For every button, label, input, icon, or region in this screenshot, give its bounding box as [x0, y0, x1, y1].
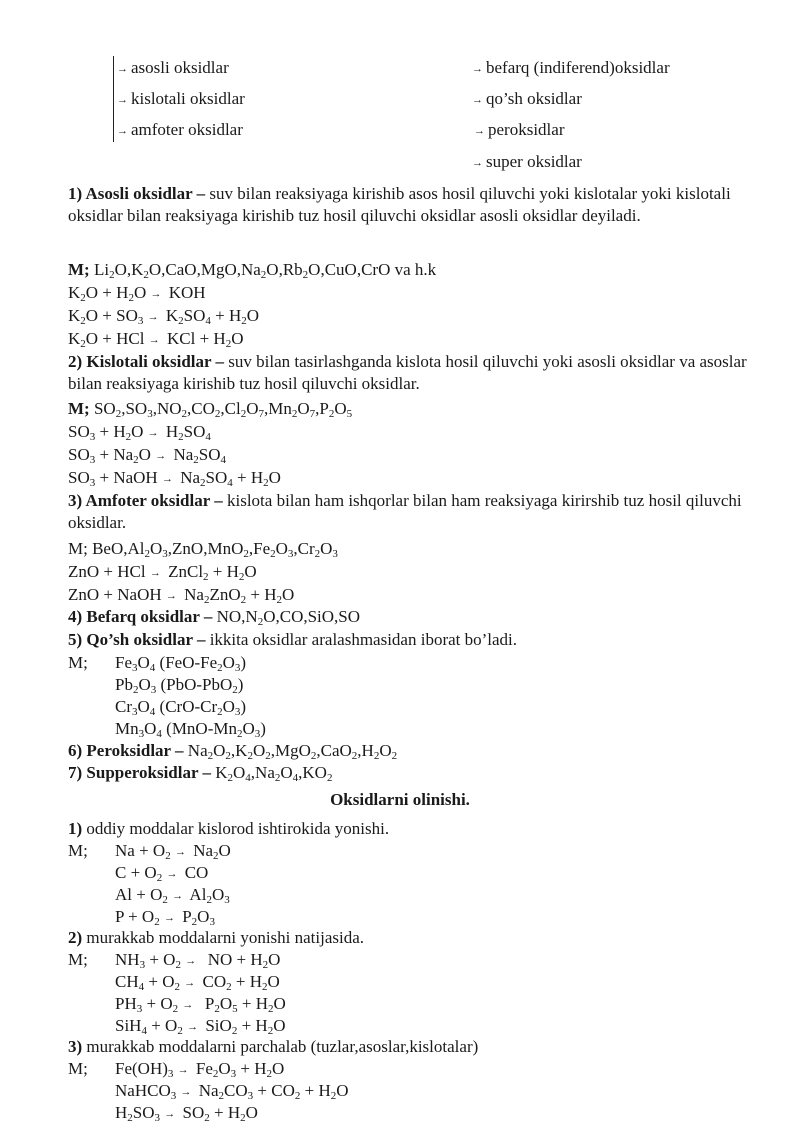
class-item-peroxides: → peroksidlar [474, 120, 565, 139]
equation: M; $Fe(OH)_3 \to Fe_2O_3 + H_2O$ [68, 1059, 285, 1080]
section-acidic-oxides: 2) Kislotali oksidlar – suv bilan tasirlashganda kislota hosil qiluvchi yoki asosli oksidlar va asoslar bilan reaksiyaga kirishib tuz hosil qiluvchi oksidlar. [68, 352, 747, 393]
method-3-heading: 3) murakkab moddalarni parchalab (tuzlar,asoslar,kislotalar) [68, 1037, 479, 1056]
equation: $K_2O + SO_3 \to K_2SO_4 + H_2O$ [68, 306, 260, 327]
double-oxide-example: $Mn_3O_4$ $(MnO-Mn_2O_3)$ [115, 719, 266, 740]
equation: M; $Na + O_2 \to Na_2O$ [68, 841, 231, 862]
section-superoxides: 7) Supperoksidlar – $K_2O_4,Na_2O_4,KO_2$ [68, 763, 333, 784]
equation: $Al + O_2 \to Al_2O_3$ [115, 885, 230, 906]
equation: $PH_3 + O_2 \to P_2O_5 + H_2O$ [115, 994, 286, 1015]
class-item-indifferent: → befarq (indiferend)oksidlar [472, 58, 670, 77]
class-item-basic: → asosli oksidlar [117, 58, 229, 77]
equation: $P + O_2 \to P_2O_3$ [115, 907, 215, 928]
equation: NaHCO$_3$ → $Na_2CO_3 + CO_2 + H_2O$ [115, 1081, 349, 1102]
double-oxide-example: $Cr_3O_4$ $(CrO-Cr_2O_3)$ [115, 697, 247, 718]
section-peroxides: 6) Peroksidlar – $Na_2O_2,K_2O_2,MgO_2,CaO_2,H_2O_2$ [68, 741, 398, 762]
class-item-amphoteric: → amfoter oksidlar [117, 120, 243, 139]
double-oxide-example: M; $Fe_3O_4$ $(FeO-Fe_2O_3)$ [68, 653, 247, 674]
section-title: Oksidlarni olinishi. [330, 790, 470, 809]
class-item-acidic: → kislotali oksidlar [117, 89, 245, 108]
method-1-heading: 1) oddiy moddalar kislorod ishtirokida yonishi. [68, 819, 390, 838]
section-basic-oxides: 1) Asosli oksidlar – suv bilan reaksiyaga kirishib asos hosil qiluvchi yoki kislotalar yoki kislotali oksidlar bilan reaksiyaga kirishib tuz hosil qiluvchi oksidlar asosli oksidlar deyiladi. [68, 184, 731, 225]
method-2-heading: 2) murakkab moddalarni yonishi natijasida. [68, 928, 365, 947]
double-oxide-example: $Pb_2O_3$ (PbO-PbO$_2$) [115, 675, 244, 696]
equation: $K_2O + H_2O$ → KOH [68, 283, 206, 304]
equation: M; $NH_3 + O_2$ → NO + $H_2O$ [68, 950, 281, 971]
equation: $K_2O$ + HCl → KCl + $H_2O$ [68, 329, 244, 350]
class-item-double: → qo’sh oksidlar [472, 89, 582, 108]
class-item-superoxides: → super oksidlar [472, 152, 582, 171]
equation: $SiH_4 + O_2 \to SiO_2 + H_2O$ [115, 1016, 286, 1037]
equation: $SO_3$ + NaOH → $Na_2SO_4 + H_2O$ [68, 468, 281, 489]
amphoteric-oxides-examples: M; $BeO,Al_2O_3,ZnO,MnO_2,Fe_2O_3,Cr_2O_3$ [68, 539, 338, 560]
equation: $H_2SO_3 \to SO_2 + H_2O$ [115, 1103, 258, 1124]
acidic-oxides-examples: M; $SO_2,SO_3,NO_2,CO_2,Cl_2O_7,Mn_2O_7,P_2O_5$ [68, 399, 353, 420]
equation: $C + O_2$ → CO [115, 863, 209, 884]
equation: ZnO + NaOH → $Na_2ZnO_2 + H_2O$ [68, 585, 295, 606]
basic-oxides-examples: M; $Li_2O,K_2O,CaO,MgO,Na_2O,Rb_2O,CuO,CrO$ va h.k [68, 260, 437, 281]
equation: $CH_4 + O_2 \to CO_2 + H_2O$ [115, 972, 280, 993]
section-amphoteric-oxides: 3) Amfoter oksidlar – kislota bilan ham ishqorlar bilan ham reaksiyaga kirirshib tuz hosil qiluvchi oksidlar. [68, 491, 742, 532]
equation: ZnO + HCl → ZnCl$_2$ + $H_2O$ [68, 562, 257, 583]
equation: $SO_3 + Na_2O \to Na_2SO_4$ [68, 445, 226, 466]
section-double-oxides: 5) Qo’sh oksidlar – ikkita oksidlar aralashmasidan iborat bo’ladi. [68, 630, 518, 649]
equation: $SO_3 + H_2O \to H_2SO_4$ [68, 422, 211, 443]
section-indifferent-oxides: 4) Befarq oksidlar – $NO,N_2O,CO,SiO,SO$ [68, 607, 361, 628]
